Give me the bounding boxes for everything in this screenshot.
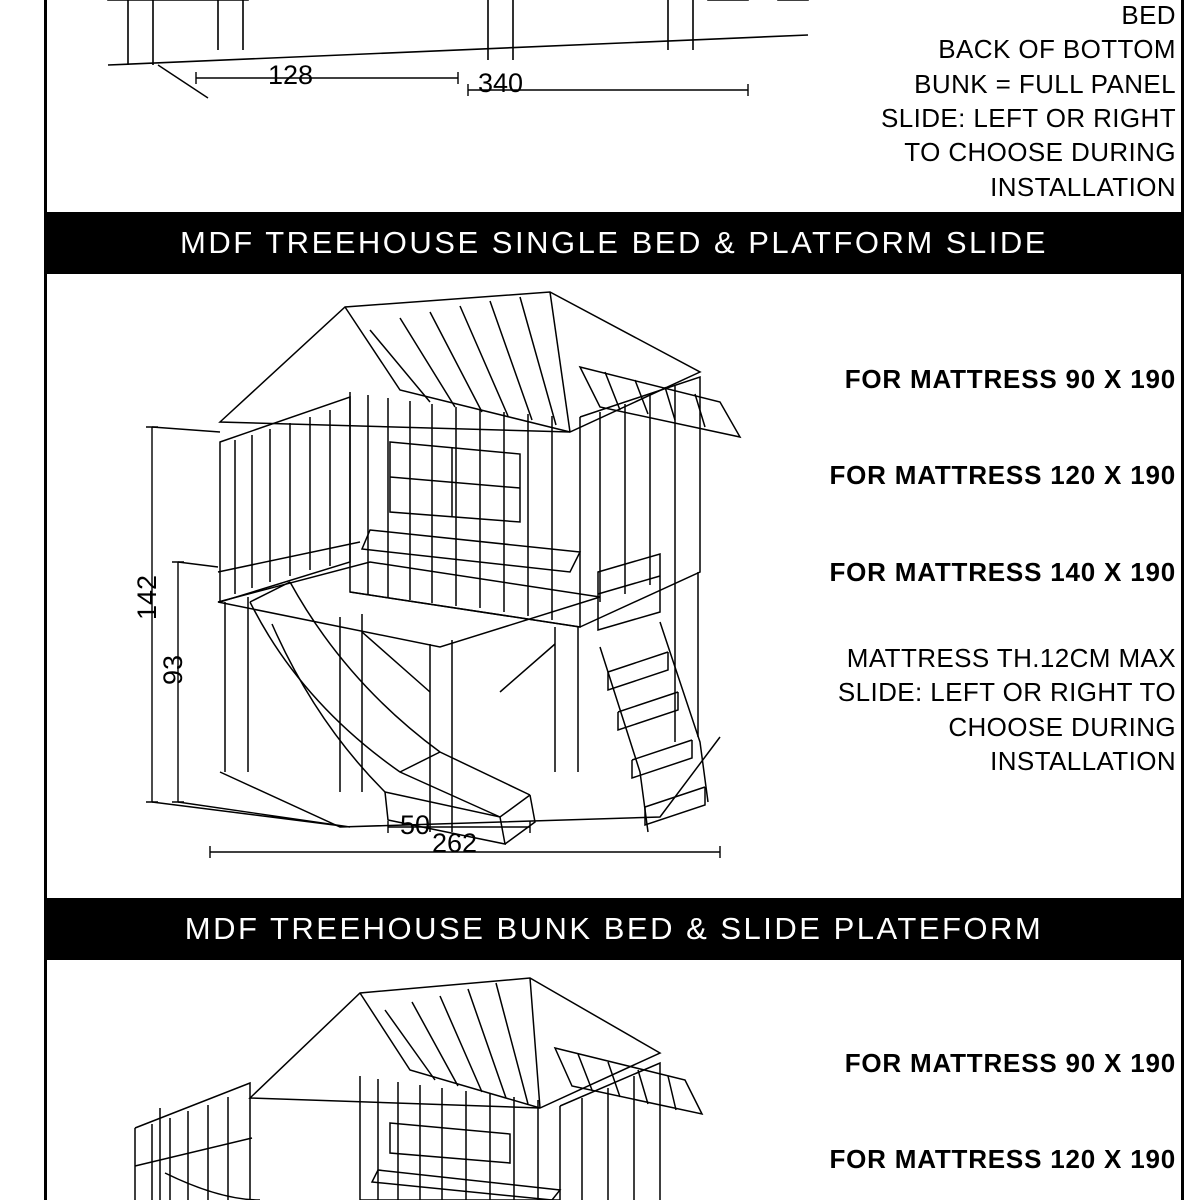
- dimension-262: 262: [432, 828, 478, 858]
- spec-column-top: [776, 0, 1176, 204]
- spec-line: CHOOSE DURING: [948, 711, 1176, 742]
- frame-left-border: [44, 0, 47, 1200]
- spec-line: SLIDE: LEFT OR RIGHT: [880, 102, 1176, 133]
- dimension-93: 93: [158, 654, 188, 685]
- spec-line: SLIDE: LEFT OR RIGHT TO: [837, 677, 1176, 708]
- section-title-single-bed-platform-slide: MDF TREEHOUSE SINGLE BED & PLATFORM SLIDE: [47, 215, 1181, 271]
- spec-line: INSTALLATION: [990, 745, 1176, 776]
- spec-mattress-140: FOR MATTRESS 140 X 190: [829, 556, 1176, 587]
- drawing-bunk-bed-slide-plateform: [60, 958, 800, 1200]
- spec-line: MATTRESS TH.12CM MAX: [846, 642, 1176, 673]
- dimension-340: 340: [478, 68, 524, 98]
- spec-line: BUNK = FULL PANEL: [914, 68, 1176, 99]
- dimension-128: 128: [268, 60, 314, 90]
- spec-line: TO CHOOSE DURING: [904, 137, 1176, 168]
- drawing-top-partial: [48, 0, 868, 100]
- section-title-bunk-bed-slide-plateform: MDF TREEHOUSE BUNK BED & SLIDE PLATEFORM: [47, 901, 1181, 957]
- dimension-142: 142: [132, 574, 162, 620]
- spec-column-single-bed: [776, 362, 1176, 778]
- spec-line: BACK OF BOTTOM: [938, 34, 1176, 65]
- drawing-single-bed-platform-slide: [100, 272, 800, 892]
- dimension-50: 50: [400, 810, 431, 840]
- spec-column-bunk-bed: [776, 1046, 1176, 1177]
- spec-mattress-120: FOR MATTRESS 120 X 190: [829, 1144, 1176, 1175]
- band-right-tick: [1181, 212, 1184, 274]
- spec-mattress-90: FOR MATTRESS 90 X 190: [844, 364, 1176, 394]
- spec-mattress-120: FOR MATTRESS 120 X 190: [829, 460, 1176, 491]
- spec-line: INSTALLATION: [990, 171, 1176, 202]
- frame-right-border: [1181, 0, 1184, 1200]
- spec-line: BED: [1121, 0, 1176, 30]
- band-right-tick: [1181, 898, 1184, 960]
- spec-mattress-90: FOR MATTRESS 90 X 190: [844, 1048, 1176, 1078]
